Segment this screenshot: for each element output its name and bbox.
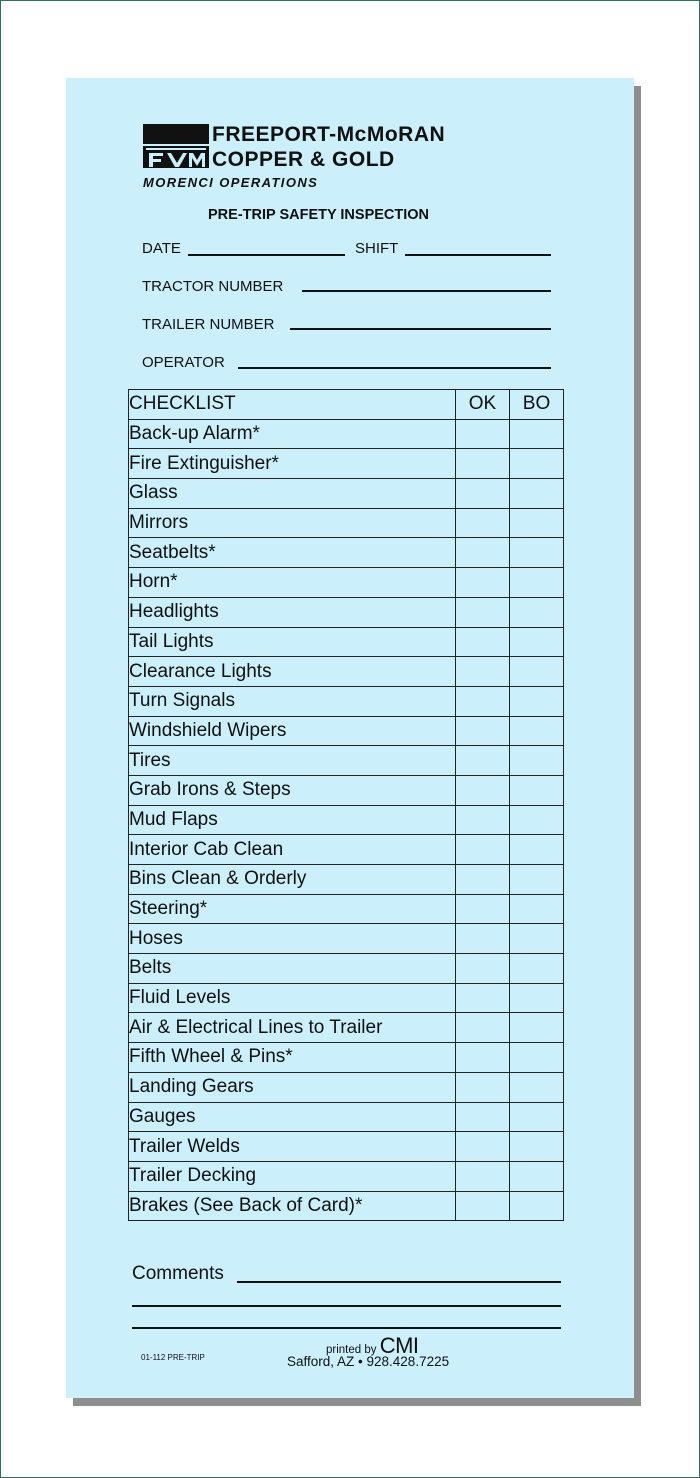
checklist-item-label: Clearance Lights	[129, 657, 456, 687]
checklist-item-label: Headlights	[129, 597, 456, 627]
checklist-item-label: Brakes (See Back of Card)*	[129, 1191, 456, 1221]
printed-by-label: printed by	[326, 1344, 377, 1356]
bo-checkbox[interactable]	[510, 479, 564, 509]
checklist-row	[129, 1102, 564, 1132]
checklist-item-label: Windshield Wipers	[129, 716, 456, 746]
checklist-row	[129, 865, 564, 895]
checklist-row	[129, 419, 564, 449]
ok-checkbox[interactable]	[456, 775, 510, 805]
ok-checkbox[interactable]	[456, 983, 510, 1013]
checklist-item-label: Gauges	[129, 1102, 456, 1132]
checklist-item-label: Hoses	[129, 924, 456, 954]
ok-checkbox[interactable]	[456, 568, 510, 598]
checklist-item-label: Bins Clean & Orderly	[129, 865, 456, 895]
date-field[interactable]	[188, 254, 345, 256]
bo-checkbox[interactable]	[510, 894, 564, 924]
ok-checkbox[interactable]	[456, 686, 510, 716]
form-title: PRE-TRIP SAFETY INSPECTION	[208, 207, 430, 223]
bo-checkbox[interactable]	[510, 954, 564, 984]
checklist-row	[129, 479, 564, 509]
printer-name: CMI	[379, 1333, 419, 1358]
tractor-number-label: TRACTOR NUMBER	[142, 278, 284, 295]
checklist-item-label: Steering*	[129, 894, 456, 924]
trailer-number-label: TRAILER NUMBER	[142, 316, 275, 333]
bo-checkbox[interactable]	[510, 835, 564, 865]
bo-checkbox[interactable]	[510, 508, 564, 538]
checklist-row	[129, 1132, 564, 1162]
checklist-row	[129, 894, 564, 924]
ok-checkbox[interactable]	[456, 479, 510, 509]
bo-column-header: BO	[510, 390, 564, 420]
ok-checkbox[interactable]	[456, 1191, 510, 1221]
ok-checkbox[interactable]	[456, 716, 510, 746]
checklist-item-label: Grab Irons & Steps	[129, 775, 456, 805]
ok-checkbox[interactable]	[456, 954, 510, 984]
bo-checkbox[interactable]	[510, 449, 564, 479]
ok-checkbox[interactable]	[456, 1132, 510, 1162]
bo-checkbox[interactable]	[510, 1043, 564, 1073]
ok-checkbox[interactable]	[456, 508, 510, 538]
bo-checkbox[interactable]	[510, 538, 564, 568]
comments-line-3[interactable]	[132, 1327, 561, 1329]
ok-checkbox[interactable]	[456, 597, 510, 627]
company-name-line1: FREEPORT-McMoRAN	[212, 123, 446, 146]
checklist-item-label: Belts	[129, 954, 456, 984]
bo-checkbox[interactable]	[510, 568, 564, 598]
checklist-row	[129, 835, 564, 865]
checklist-item-label: Fluid Levels	[129, 983, 456, 1013]
checklist-item-label: Trailer Welds	[129, 1132, 456, 1162]
bo-checkbox[interactable]	[510, 1013, 564, 1043]
checklist-row	[129, 686, 564, 716]
bo-checkbox[interactable]	[510, 1132, 564, 1162]
checklist-row	[129, 1013, 564, 1043]
comments-label: Comments	[132, 1263, 224, 1284]
ok-checkbox[interactable]	[456, 1072, 510, 1102]
checklist-row	[129, 1191, 564, 1221]
checklist-row	[129, 508, 564, 538]
ok-column-header: OK	[456, 390, 510, 420]
checklist-item-label: Mirrors	[129, 508, 456, 538]
ok-checkbox[interactable]	[456, 1043, 510, 1073]
bo-checkbox[interactable]	[510, 1161, 564, 1191]
bo-checkbox[interactable]	[510, 924, 564, 954]
checklist-row	[129, 568, 564, 598]
ok-checkbox[interactable]	[456, 1102, 510, 1132]
bo-checkbox[interactable]	[510, 657, 564, 687]
tractor-number-field[interactable]	[302, 290, 551, 292]
checklist-item-label: Horn*	[129, 568, 456, 598]
bo-checkbox[interactable]	[510, 597, 564, 627]
date-label: DATE	[142, 240, 181, 257]
ok-checkbox[interactable]	[456, 419, 510, 449]
ok-checkbox[interactable]	[456, 1161, 510, 1191]
checklist-row	[129, 1043, 564, 1073]
checklist-item-label: Air & Electrical Lines to Trailer	[129, 1013, 456, 1043]
ok-checkbox[interactable]	[456, 865, 510, 895]
bo-checkbox[interactable]	[510, 983, 564, 1013]
bo-checkbox[interactable]	[510, 775, 564, 805]
checklist-item-label: Fire Extinguisher*	[129, 449, 456, 479]
ok-checkbox[interactable]	[456, 924, 510, 954]
ok-checkbox[interactable]	[456, 449, 510, 479]
bo-checkbox[interactable]	[510, 1102, 564, 1132]
checklist-header-row	[129, 390, 564, 420]
comments-line-1[interactable]	[237, 1281, 561, 1283]
division-name: MORENCI OPERATIONS	[143, 175, 319, 190]
checklist-row	[129, 1072, 564, 1102]
ok-checkbox[interactable]	[456, 657, 510, 687]
bo-checkbox[interactable]	[510, 419, 564, 449]
checklist-item-label: Glass	[129, 479, 456, 509]
ok-checkbox[interactable]	[456, 1013, 510, 1043]
shift-field[interactable]	[405, 254, 551, 256]
comments-line-2[interactable]	[132, 1305, 561, 1307]
checklist-row	[129, 954, 564, 984]
ok-checkbox[interactable]	[456, 835, 510, 865]
checklist-row	[129, 775, 564, 805]
ok-checkbox[interactable]	[456, 538, 510, 568]
checklist-item-label: Tires	[129, 746, 456, 776]
checklist-row	[129, 449, 564, 479]
checklist-row	[129, 657, 564, 687]
checklist-item-label: Trailer Decking	[129, 1161, 456, 1191]
printer-address: Safford, AZ • 928.428.7225	[287, 1354, 450, 1369]
ok-checkbox[interactable]	[456, 894, 510, 924]
form-code: 01-112 PRE-TRIP	[141, 1353, 205, 1362]
ok-checkbox[interactable]	[456, 805, 510, 835]
operator-field[interactable]	[238, 367, 551, 369]
shift-label: SHIFT	[355, 240, 399, 257]
checklist-item-label: Seatbelts*	[129, 538, 456, 568]
trailer-number-field[interactable]	[290, 328, 551, 330]
checklist-item-label: Back-up Alarm*	[129, 419, 456, 449]
checklist-row	[129, 746, 564, 776]
bo-checkbox[interactable]	[510, 805, 564, 835]
checklist-item-label: Fifth Wheel & Pins*	[129, 1043, 456, 1073]
ok-checkbox[interactable]	[456, 746, 510, 776]
checklist-row	[129, 983, 564, 1013]
checklist-row	[129, 1161, 564, 1191]
ok-checkbox[interactable]	[456, 627, 510, 657]
checklist-body	[129, 419, 564, 1221]
checklist-item-label: Turn Signals	[129, 686, 456, 716]
checklist-row	[129, 627, 564, 657]
bo-checkbox[interactable]	[510, 1072, 564, 1102]
checklist-table	[128, 389, 564, 1221]
bo-checkbox[interactable]	[510, 716, 564, 746]
checklist-header: CHECKLIST	[129, 390, 456, 420]
checklist-item-label: Tail Lights	[129, 627, 456, 657]
bo-checkbox[interactable]	[510, 686, 564, 716]
checklist-row	[129, 538, 564, 568]
bo-checkbox[interactable]	[510, 865, 564, 895]
checklist-item-label: Mud Flaps	[129, 805, 456, 835]
fcx-logo-icon	[143, 124, 209, 168]
checklist-row	[129, 924, 564, 954]
checklist-item-label: Landing Gears	[129, 1072, 456, 1102]
company-name-line2: COPPER & GOLD	[212, 148, 395, 171]
checklist-row	[129, 805, 564, 835]
checklist-row	[129, 597, 564, 627]
checklist-row	[129, 716, 564, 746]
bo-checkbox[interactable]	[510, 746, 564, 776]
checklist-item-label: Interior Cab Clean	[129, 835, 456, 865]
operator-label: OPERATOR	[142, 354, 225, 371]
bo-checkbox[interactable]	[510, 627, 564, 657]
bo-checkbox[interactable]	[510, 1191, 564, 1221]
